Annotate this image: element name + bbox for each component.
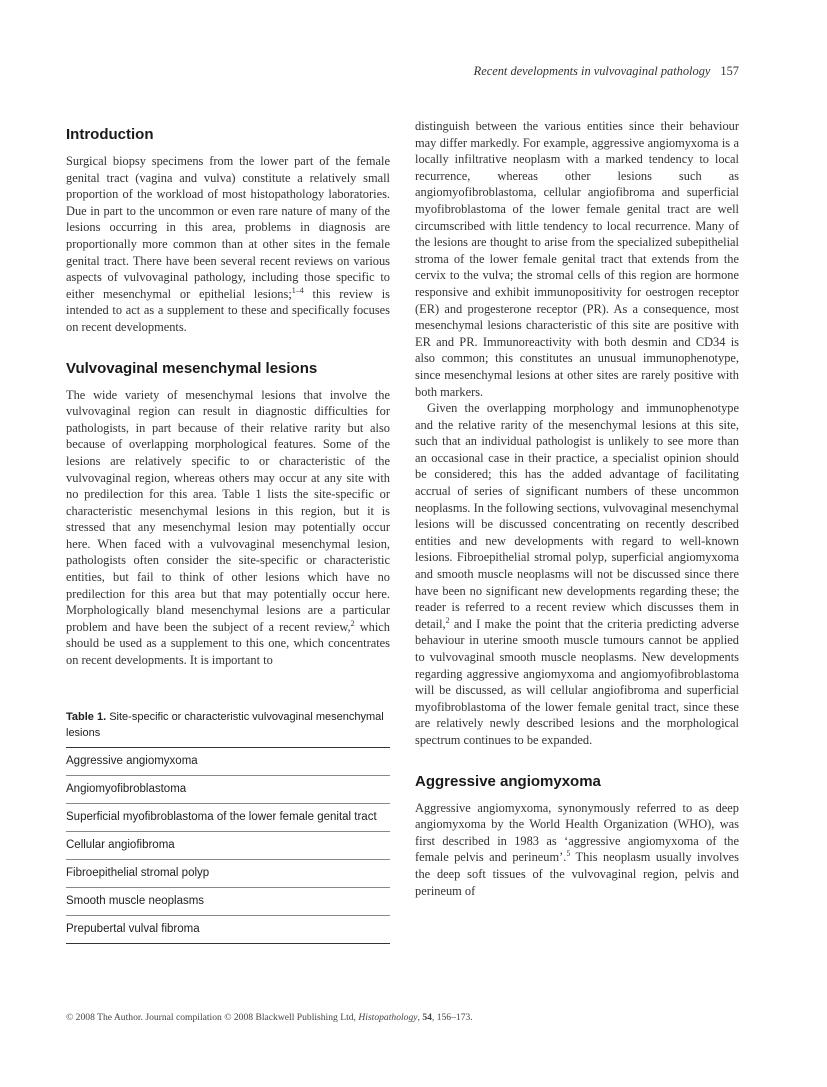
right-paragraph-2: Given the overlapping morphology and immunophenotype and the relative rarity of the mesenchymal lesions at this site, such that an individual pathologist is unlikely to see more than an occasional case in their practice, a specialist opinion should be considered; this has the added advantage of facilitating accrual of series of significant numbers of these uncommon neoplasms. In the following sections, vulvovaginal mesenchymal lesions will be discussed concentrating on recently described entities and new developments with regard to well-known lesions. Fibroepithelial stromal polyp, superficial angiomyxoma and smooth muscle neoplasms will not be discussed since there have been no significant new developments regarding these; the reader is referred to a recent review which discusses them in detail,$^2$ and I make the point that the criteria predicting adverse behaviour in uterine smooth muscle tumours cannot be applied to vulvovaginal smooth muscle neoplasms. New developments regarding aggressive angiomyxoma and angiomyofibroblastoma will be discussed, as will cellular angiofibroma and superficial myofibroblastoma of the lower female genital tract, since these are relatively newly described lesions and the morphological spectrum continues to be expanded. [415,401,739,747]
table-cell: Aggressive angiomyxoma [66,747,390,775]
table-row [66,915,390,943]
right-column [415,118,739,899]
intro-paragraph: Surgical biopsy specimens from the lower part of the female genital tract (vagina and vulva) constitute a relatively small proportion of the workload of most histopathology laboratories. Due in part to the uncommon or even rare nature of many of the lesions occurring in this area, problems in diagnosis are proportionally more common than at other sites in the female genital tract. There have been several recent reviews on various aspects of vulvovaginal pathology, including those specific to either mesenchymal or epithelial lesions;$^{1-4}$ this review is intended to act as a supplement to these and specifically focuses on recent developments. [66,154,390,334]
table-row [66,859,390,887]
table-cell: Smooth muscle neoplasms [66,887,390,915]
table-cell: Fibroepithelial stromal polyp [66,859,390,887]
mesenchymal-paragraph: The wide variety of mesenchymal lesions that involve the vulvovaginal region can result in diagnostic difficulties for pathologists, in part because of their relative rarity but also because of overlapping morphological features. Some of the lesions are relatively specific to or characteristic of the vulvovaginal region, whereas others may occur at any site with no predilection for this area. Table 1 lists the site-specific or characteristic mesenchymal lesions in this region, but it is stressed that any mesenchymal lesion may potentially occur here. When faced with a vulvovaginal mesenchymal lesion, pathologists often consider the site-specific or characteristic entities, but fail to think of other lesions which have no predilection for this area but that may potentially occur here. Morphologically bland mesenchymal lesions are a particular problem and have been the subject of a recent review,$^2$ which should be used as a supplement to this one, which concentrates on recent developments. It is important to [66,387,390,668]
table-cell: Cellular angiofibroma [66,831,390,859]
running-title: Recent developments in vulvovaginal pathology [473,64,711,78]
running-header [474,64,739,79]
section-heading-aggressive-angiomyxoma: Aggressive angiomyxoma [415,772,601,790]
table-cell: Angiomyofibroblastoma [66,775,390,803]
table-row [66,747,390,775]
table-caption: Table 1. Site-specific or characteristic vulvovaginal mesenchymal lesions [66,710,384,739]
page-number: 157 [720,64,739,78]
table-row [66,803,390,831]
table-cell: Prepubertal vulval fibroma [66,915,390,943]
table-1 [66,747,390,944]
table-row [66,831,390,859]
table-row [66,887,390,915]
section-heading-introduction: Introduction [66,126,154,143]
table-cell: Superficial myofibroblastoma of the lower female genital tract [66,803,390,831]
footer: © 2008 The Author. Journal compilation © 2008 Blackwell Publishing Ltd, Histopathology, 54, 156–173. [66,1012,473,1023]
left-column [66,118,390,944]
section-heading-mesenchymal: Vulvovaginal mesenchymal lesions [66,359,318,377]
aggressive-angiomyxoma-paragraph: Aggressive angiomyxoma, synonymously referred to as deep angiomyxoma by the World Health Organization (WHO), was first described in 1983 as ‘aggressive angiomyxoma of the female pelvis and perineum’.$^5$ This neoplasm usually involves the deep soft tissues of the vulvovaginal region, pelvis and perineum of [415,800,739,898]
table-row [66,775,390,803]
right-paragraph-1: distinguish between the various entities since their behaviour may differ markedly. For example, aggressive angiomyxoma is a locally infiltrative neoplasm with a marked tendency to local recurrence, whereas other lesions such as angiomyofibroblastoma, cellular angiofibroma and superficial myofibroblastoma of the lower female genital tract are well circumscribed with little tendency to local recurrence. Many of the lesions are thought to arise from the specialized subepithelial stroma of the lower female genital tract that extends from the cervix to the vulva; the stromal cells of this region are hormone responsive and exhibit immunopositivity for oestrogen receptor (ER) and progesterone receptor (PR). As a consequence, most mesenchymal lesions characteristic of this site are positive with ER and PR. Immunoreactivity with both desmin and CD34 is also common; this constitutes an unusual immunophenotype, since mesenchymal lesions at other sites are rarely positive with both markers. [415,119,739,399]
